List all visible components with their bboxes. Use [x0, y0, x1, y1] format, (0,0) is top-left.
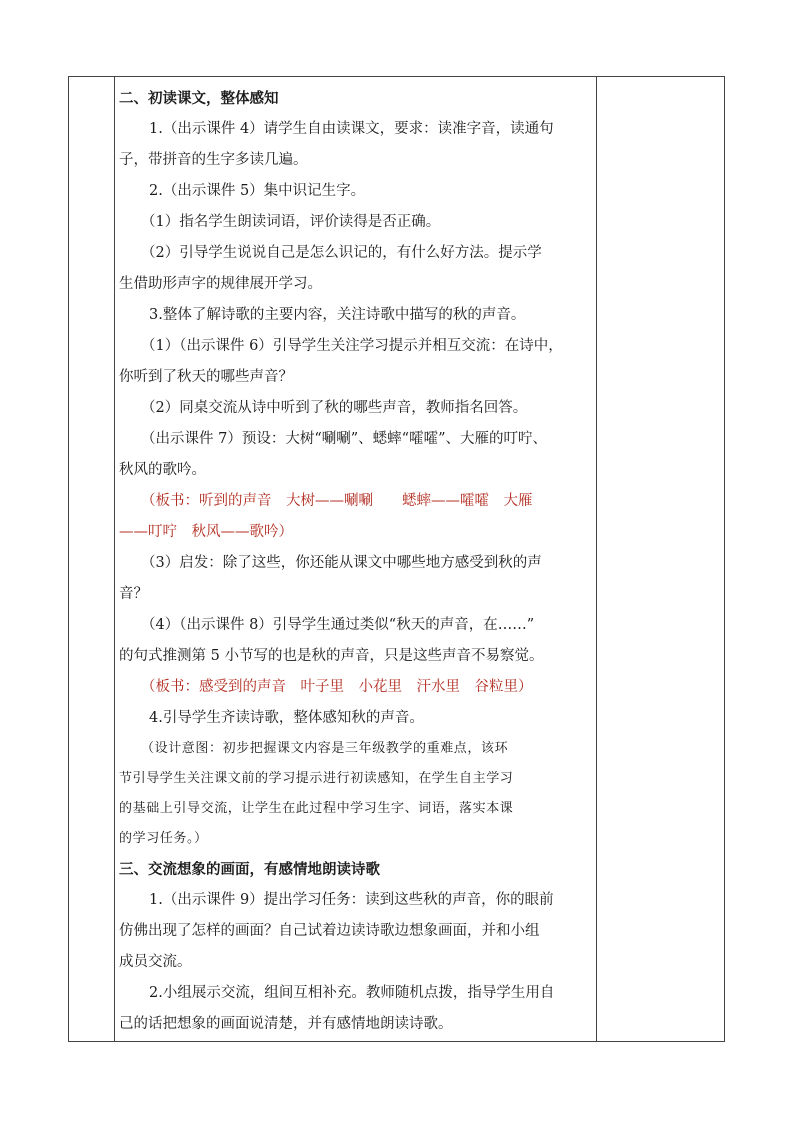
- step-line: 音？: [119, 586, 148, 602]
- step-line: （3）启发：除了这些，你还能从课文中哪些地方感受到秋的声: [141, 555, 542, 571]
- step-line: 4.引导学生齐读诗歌，整体感知秋的声音。: [149, 710, 424, 726]
- step-line: 2.（出示课件 5）集中识记生字。: [149, 183, 366, 199]
- design-intent-note: 的学习任务。）: [119, 831, 208, 846]
- teaching-process-cell: [119, 83, 595, 1040]
- step-line: 3.整体了解诗歌的主要内容，关注诗歌中描写的秋的声音。: [149, 307, 526, 323]
- step-line: （1）（出示课件 6）引导学生关注学习提示并相互交流：在诗中，: [141, 338, 563, 354]
- blackboard-note: （板书：感受到的声音 叶子里 小花里 汗水里 谷粒里）: [141, 679, 533, 695]
- step-line: 你听到了秋天的哪些声音？: [119, 369, 293, 385]
- step-line: （1）指名学生朗读词语，评价读得是否正确。: [141, 214, 441, 230]
- step-line: 1.（出示课件 4）请学生自由读课文，要求：读准字音，读通句: [149, 121, 554, 137]
- step-line: 2.小组展示交流，组间互相补充。教师随机点拨，指导学生用自: [149, 985, 555, 1001]
- column-divider-right: [596, 77, 597, 1041]
- step-line: 成员交流。: [119, 954, 192, 970]
- section-heading-3: 三、交流想象的画面，有感情地朗读诗歌: [119, 861, 380, 878]
- step-line: 1.（出示课件 9）提出学习任务：读到这些秋的声音，你的眼前: [149, 892, 554, 908]
- step-line: （2）同桌交流从诗中听到了秋的哪些声音，教师指名回答。: [141, 400, 528, 416]
- step-line: 的句式推测第 5 小节写的也是秋的声音，只是这些声音不易察觉。: [119, 648, 544, 664]
- lesson-plan-table: [68, 76, 725, 1042]
- column-divider-left: [114, 77, 115, 1041]
- step-line: （2）引导学生说说自己是怎么识记的，有什么好方法。提示学: [141, 245, 542, 261]
- design-intent-note: 的基础上引导交流，让学生在此过程中学习生字、词语，落实本课: [119, 801, 514, 816]
- design-intent-note: （设计意图：初步把握课文内容是三年级教学的重难点，该环: [141, 741, 509, 756]
- blackboard-note: ——叮咛 秋风——歌吟）: [119, 524, 293, 540]
- step-line: （4）（出示课件 8）引导学生通过类似“秋天的声音，在……”: [141, 617, 535, 633]
- blackboard-note: （板书：听到的声音 大树——唰唰 蟋蟀——嚯嚯 大雁: [141, 493, 533, 509]
- step-line: 生借助形声字的规律展开学习。: [119, 276, 322, 292]
- step-line: 己的话把想象的画面说清楚，并有感情地朗读诗歌。: [119, 1016, 453, 1032]
- step-line: 子，带拼音的生字多读几遍。: [119, 152, 308, 168]
- step-line: （出示课件 7）预设：大树“唰唰”、蟋蟀“嚯嚯”、大雁的叮咛、: [141, 431, 547, 447]
- design-intent-note: 节引导学生关注课文前的学习提示进行初读感知，在学生自主学习: [119, 771, 514, 786]
- step-line: 仿佛出现了怎样的画面？自己试着边读诗歌边想象画面，并和小组: [119, 923, 540, 939]
- step-line: 秋风的歌吟。: [119, 462, 206, 478]
- section-heading-2: 二、初读课文，整体感知: [119, 90, 279, 107]
